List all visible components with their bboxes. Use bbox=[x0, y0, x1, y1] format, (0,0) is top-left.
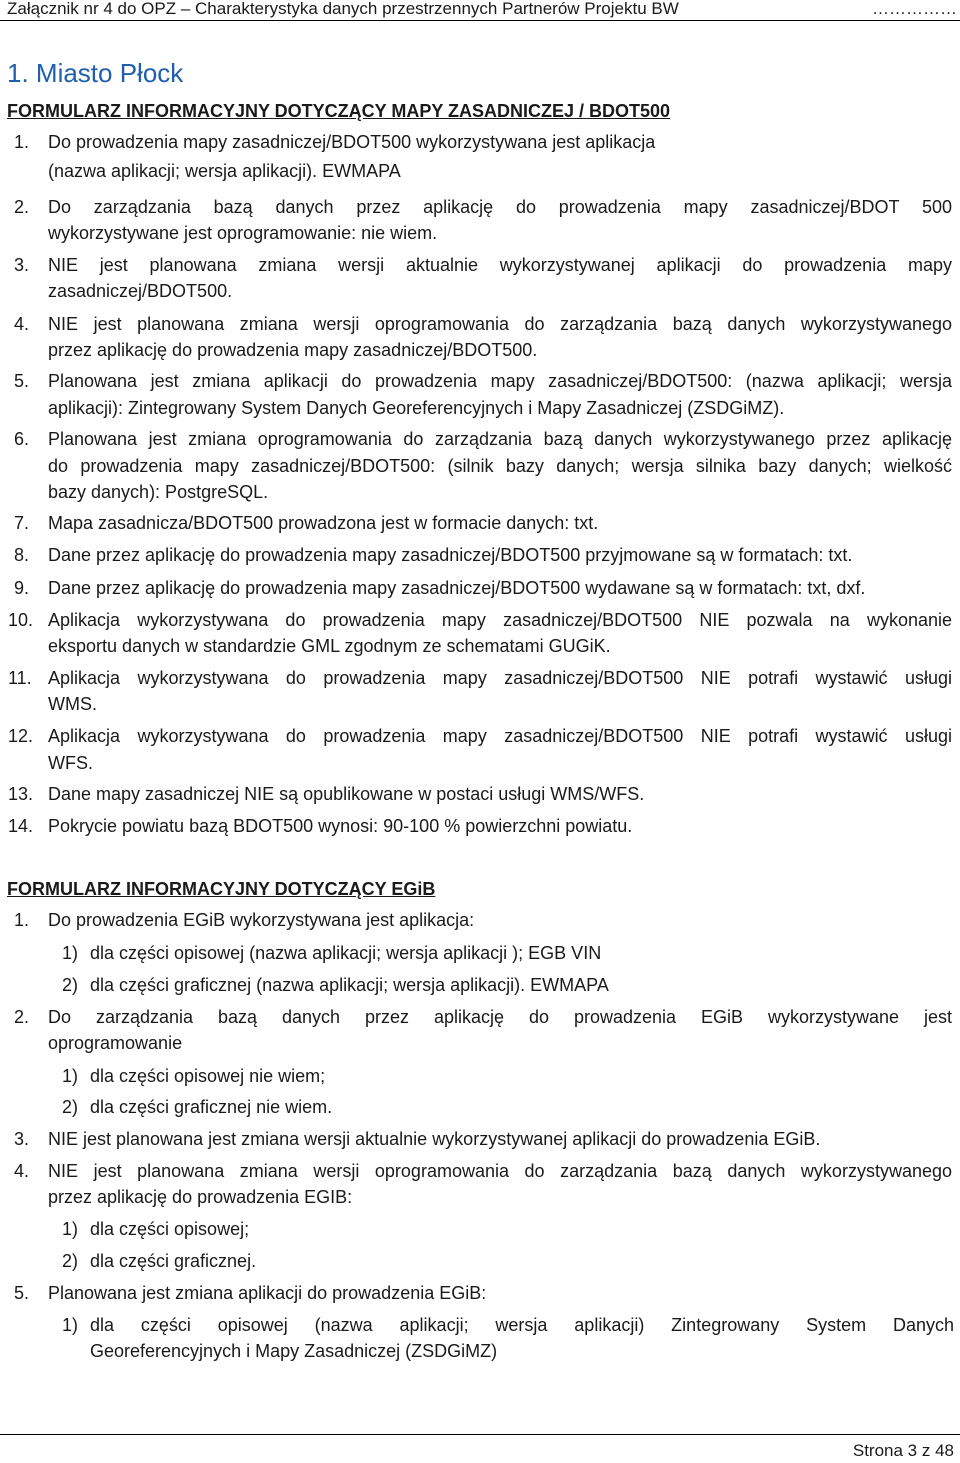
item-text: NIE jest planowana zmiana wersji oprogramowania do zarządzania bazą danych wykorzystywanego bbox=[48, 1161, 952, 1181]
item-text: bazy danych): PostgreSQL. bbox=[48, 482, 269, 502]
item-text: Mapa zasadnicza/BDOT500 prowadzona jest w formacie danych: txt. bbox=[48, 513, 599, 533]
sub-item-text: dla części graficznej (nazwa aplikacji; wersja aplikacji). EWMAPA bbox=[90, 975, 609, 995]
sub-item-number: 1) bbox=[62, 1066, 79, 1086]
sub-item-number: 1) bbox=[62, 1315, 79, 1335]
item-number: 10. bbox=[8, 610, 34, 630]
page-number: Strona 3 z 48 bbox=[852, 1441, 954, 1460]
item-text: NIE jest planowana zmiana wersji aktualnie wykorzystywanej aplikacji do prowadzenia mapy bbox=[48, 255, 952, 275]
sub-item-number: 2) bbox=[62, 1097, 79, 1117]
item-number: 5. bbox=[14, 1283, 30, 1303]
item-number: 1. bbox=[14, 910, 30, 930]
item-number: 14. bbox=[8, 816, 34, 836]
item-number: 7. bbox=[14, 513, 30, 533]
egib-section-heading: FORMULARZ INFORMACYJNY DOTYCZĄCY EGiB bbox=[7, 879, 436, 899]
item-text: Aplikacja wykorzystywana do prowadzenia mapy zasadniczej/BDOT500 NIE potrafi wystawić usługi bbox=[48, 668, 952, 688]
item-number: 8. bbox=[14, 545, 30, 565]
sub-item-text: dla części opisowej; bbox=[90, 1219, 250, 1239]
item-number: 3. bbox=[14, 255, 30, 275]
item-text: NIE jest planowana jest zmiana wersji aktualnie wykorzystywanej aplikacji do prowadzenia EGiB. bbox=[48, 1129, 821, 1149]
item-text: Aplikacja wykorzystywana do prowadzenia mapy zasadniczej/BDOT500 NIE potrafi wystawić usługi bbox=[48, 726, 952, 746]
item-number: 2. bbox=[14, 197, 30, 217]
item-text: oprogramowanie bbox=[48, 1033, 183, 1053]
item-text: Dane mapy zasadniczej NIE są opublikowane w postaci usługi WMS/WFS. bbox=[48, 784, 645, 804]
item-text: Planowana jest zmiana aplikacji do prowadzenia EGiB: bbox=[48, 1283, 487, 1303]
item-text: (nazwa aplikacji; wersja aplikacji). EWMAPA bbox=[48, 161, 401, 181]
item-text: WFS. bbox=[48, 753, 93, 773]
sub-item-text: dla części graficznej. bbox=[90, 1251, 257, 1271]
sub-item-text: dla części opisowej nie wiem; bbox=[90, 1066, 326, 1086]
item-text: przez aplikację do prowadzenia mapy zasadniczej/BDOT500. bbox=[48, 340, 538, 360]
header-ellipsis: …………… bbox=[872, 0, 957, 18]
item-text: Planowana jest zmiana aplikacji do prowadzenia mapy zasadniczej/BDOT500: (nazwa aplikacji; wersja bbox=[48, 371, 952, 391]
sub-item-text: dla części opisowej (nazwa aplikacji; wersja aplikacji ); EGB VIN bbox=[90, 943, 602, 963]
header-attachment-title: Załącznik nr 4 do OPZ – Charakterystyka danych przestrzennych Partnerów Projektu BW bbox=[7, 0, 679, 18]
item-text: Do prowadzenia mapy zasadniczej/BDOT500 wykorzystywana jest aplikacja bbox=[48, 132, 656, 152]
item-text: Dane przez aplikację do prowadzenia mapy zasadniczej/BDOT500 wydawane są w formatach: txt, dxf. bbox=[48, 578, 866, 598]
sub-item-text: Georeferencyjnych i Mapy Zasadniczej (ZSDGiMZ) bbox=[90, 1341, 498, 1361]
sub-item-number: 2) bbox=[62, 1251, 79, 1271]
item-number: 6. bbox=[14, 429, 30, 449]
item-number: 2. bbox=[14, 1007, 30, 1027]
item-number: 1. bbox=[14, 132, 30, 152]
item-text: wykorzystywane jest oprogramowanie: nie wiem. bbox=[48, 223, 438, 243]
page-header bbox=[0, 0, 960, 21]
sub-item-text: dla części graficznej nie wiem. bbox=[90, 1097, 333, 1117]
item-text: Do zarządzania bazą danych przez aplikację do prowadzenia EGiB wykorzystywane jest bbox=[48, 1007, 952, 1027]
item-text: WMS. bbox=[48, 694, 97, 714]
item-text: Pokrycie powiatu bazą BDOT500 wynosi: 90-100 % powierzchni powiatu. bbox=[48, 816, 633, 836]
bdot-section-heading: FORMULARZ INFORMACYJNY DOTYCZĄCY MAPY ZASADNICZEJ / BDOT500 bbox=[7, 101, 671, 121]
document-title: 1. Miasto Płock bbox=[7, 58, 184, 88]
item-number: 4. bbox=[14, 314, 30, 334]
item-number: 3. bbox=[14, 1129, 30, 1149]
item-text: Aplikacja wykorzystywana do prowadzenia mapy zasadniczej/BDOT500 NIE pozwala na wykonanie bbox=[48, 610, 952, 630]
footer-divider bbox=[0, 1434, 960, 1435]
sub-item-number: 1) bbox=[62, 943, 79, 963]
item-text: do prowadzenia mapy zasadniczej/BDOT500: (silnik bazy danych; wersja silnika bazy danych; wielkość bbox=[48, 456, 952, 476]
item-text: zasadniczej/BDOT500. bbox=[48, 281, 233, 301]
item-text: aplikacji): Zintegrowany System Danych Georeferencyjnych i Mapy Zasadniczej (ZSDGiMZ). bbox=[48, 398, 785, 418]
item-text: przez aplikację do prowadzenia EGIB: bbox=[48, 1187, 353, 1207]
item-number: 9. bbox=[14, 578, 30, 598]
sub-item-number: 2) bbox=[62, 975, 79, 995]
item-text: Do prowadzenia EGiB wykorzystywana jest aplikacja: bbox=[48, 910, 475, 930]
item-number: 13. bbox=[8, 784, 34, 804]
item-number: 4. bbox=[14, 1161, 30, 1181]
item-text: NIE jest planowana zmiana wersji oprogramowania do zarządzania bazą danych wykorzystywanego bbox=[48, 314, 952, 334]
item-number: 5. bbox=[14, 371, 30, 391]
item-text: Dane przez aplikację do prowadzenia mapy zasadniczej/BDOT500 przyjmowane są w formatach: txt. bbox=[48, 545, 853, 565]
item-text: Planowana jest zmiana oprogramowania do zarządzania bazą danych wykorzystywanego przez aplikację bbox=[48, 429, 952, 449]
item-number: 12. bbox=[8, 726, 34, 746]
item-number: 11. bbox=[8, 668, 32, 688]
sub-item-number: 1) bbox=[62, 1219, 79, 1239]
item-text: eksportu danych w standardzie GML zgodnym ze schematami GUGiK. bbox=[48, 636, 611, 656]
sub-item-text: dla części opisowej (nazwa aplikacji; wersja aplikacji) Zintegrowany System Danych bbox=[90, 1315, 954, 1335]
item-text: Do zarządzania bazą danych przez aplikację do prowadzenia mapy zasadniczej/BDOT 500 bbox=[48, 197, 952, 217]
